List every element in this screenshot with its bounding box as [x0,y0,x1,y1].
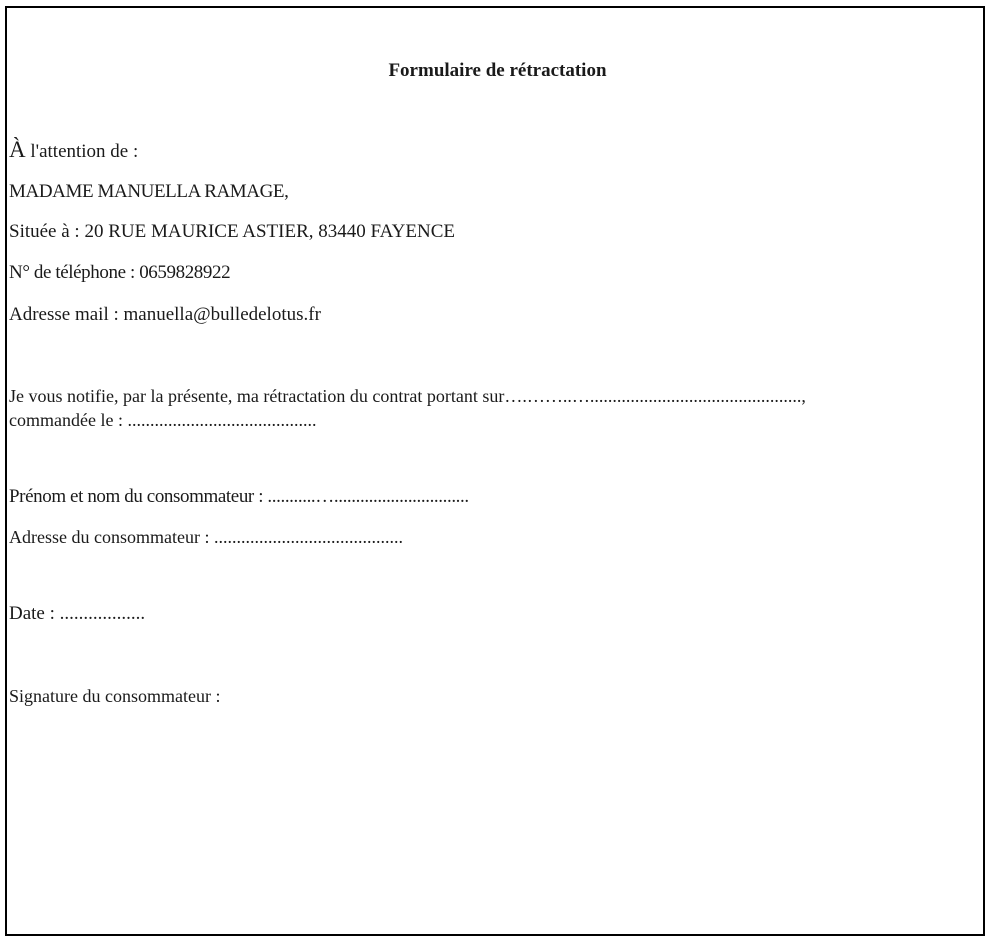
attention-prefix: À [9,137,26,162]
notification-statement: Je vous notifie, par la présente, ma rétractation du contrat portant sur….……..…..............................................., [9,386,806,406]
form-border [5,6,985,936]
form-title: Formulaire de rétractation [388,60,607,81]
recipient-name: MADAME MANUELLA RAMAGE, [9,181,289,202]
date-field: Date : .................. [9,603,146,624]
recipient-email: Adresse mail : manuella@bulledelotus.fr [9,304,321,325]
order-date-field: commandée le : .......................................... [9,410,317,430]
recipient-address: Située à : 20 RUE MAURICE ASTIER, 83440 FAYENCE [9,221,455,242]
consumer-name-field: Prénom et nom du consommateur : ...........…............................... [9,486,469,507]
attention-label: l'attention de : [25,141,139,162]
attention-line [9,139,138,163]
consumer-address-field: Adresse du consommateur : .......................................... [9,527,403,547]
signature-field: Signature du consommateur : [9,686,221,706]
recipient-phone: N° de téléphone : 0659828922 [9,262,231,283]
